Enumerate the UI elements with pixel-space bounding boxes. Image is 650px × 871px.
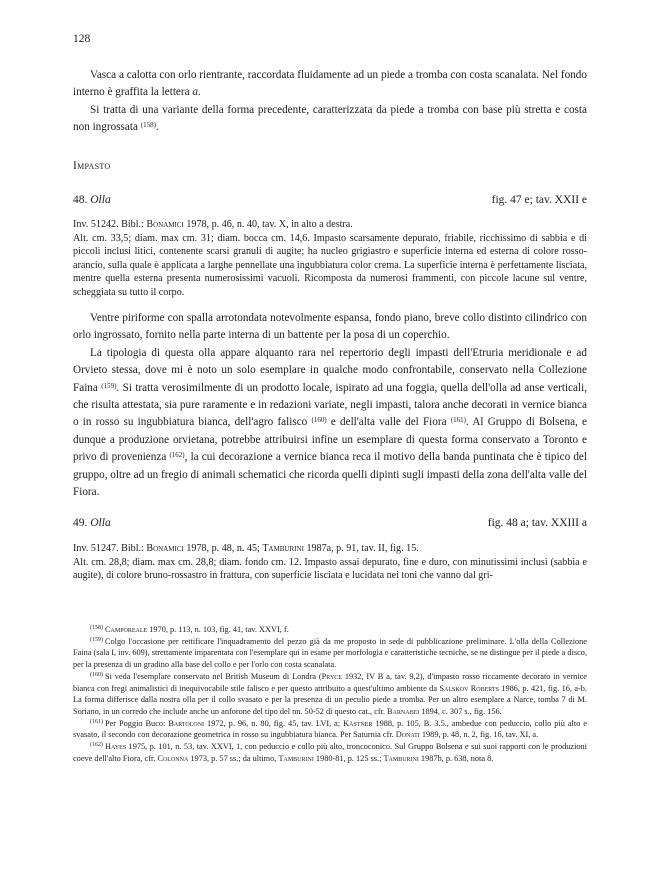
intro-paragraph-1 — [73, 67, 587, 102]
footnote-ref-159[interactable]: (159) — [101, 381, 117, 390]
footnote-162-d: 1987b, p. 638, nota 8. — [418, 753, 494, 763]
intro-p1-letter: a — [192, 86, 198, 99]
intro-p2-end: . — [155, 121, 159, 134]
footnote-159-number: (159) — [90, 637, 103, 644]
footnote-161-author-3: Donati — [395, 730, 420, 740]
entry-48-p2-c: e dell'alta valle del Fiora — [326, 416, 451, 429]
footnote-162-c: 1980-81, p. 125 ss.; — [313, 753, 384, 763]
footnote-ref-160[interactable]: (160) — [311, 416, 327, 425]
entry-49-inv-author-1: Bonamici — [146, 543, 184, 554]
entry-49-fig-ref: fig. 48 a; tav. XXIII a — [487, 517, 587, 529]
entry-48-header — [73, 194, 587, 206]
entry-48-paragraph-1: Ventre piriforme con spalla arrotondata notevolmente espansa, fondo piano, breve collo distinto cilindrico con orlo ingrossato, fornito nella parte interna di un battente per la posa di un coperchio. — [73, 312, 587, 342]
entry-49-title: Olla — [90, 517, 111, 529]
footnote-162-a: 1975, p. 101, n. 53, tav. XXVI, 1, con peduccio e collo più alto, troncoconico. Sul Gruppo Bolsena e sui suoi rapporti con le produzioni coeve dell'alto Fiora, cfr. — [73, 742, 587, 763]
intro-block — [73, 67, 587, 137]
entry-48-p2-e: , la cui decorazione a vernice bianca reca il motivo della banda puntinata che è tipico del gruppo, oltre ad un fregio di animali schematici che ricorda quelli dipinti sugli impasti della zona dell'alta valle del Fiora. — [73, 451, 587, 499]
entry-48-p2-d: . Al Gruppo di Bolsena, e dunque a produzione orvietana, potrebbe attribuirsi infine un esemplare di questa forma conservato a Toronto e privo di provenienza — [73, 416, 587, 464]
entry-48-inv-pre: Inv. 51242. Bibl.: — [73, 219, 147, 230]
footnote-161-number: (161) — [90, 718, 103, 725]
entry-48-inv-post: 1978, p. 46, n. 40, tav. X, in alto a destra. — [183, 219, 353, 230]
footnote-158-number: (158) — [90, 625, 103, 632]
footnote-ref-162[interactable]: (162) — [169, 451, 185, 460]
footnote-162-author-3: Tamburini — [278, 753, 314, 763]
footnote-ref-161[interactable]: (161) — [450, 416, 466, 425]
footnote-161-b: 1972, p. 96, n. 80, fig. 45, tav. LVI, a; — [204, 718, 344, 728]
page-number: 128 — [73, 33, 91, 45]
entry-49-description: Alt. cm. 28,8; diam. max cm. 28,8; diam. fondo cm. 12. Impasto assai depurato, fine e duro, con minutissimi inclusi (sabbia e augite), di colore bruno-rossastro in frattura, con superficie lisciata e lucidata nei toni che vanno dal gri- — [73, 556, 587, 582]
entry-49-inv-mid: 1978, p. 48, n. 45; — [183, 543, 263, 554]
footnote-162-number: (162) — [90, 742, 103, 749]
footnote-158-author: Camporeale — [105, 625, 148, 634]
footnote-160 — [73, 671, 587, 718]
footnote-158-text: 1970, p. 113, n. 103, fig. 41, tav. XXVI, f. — [147, 625, 289, 634]
entry-48-paragraph-2 — [73, 345, 587, 502]
entry-48-description: Alt. cm. 33,5; diam. max cm. 31; diam. bocca cm. 14,6. Impasto scarsamente depurato, friabile, ricchissimo di sabbia e di piccoli inclusi litici, contenente scarsi granuli di augite; ha nucleo grigiastro e superficie interna ed esterna di colore rosso-arancio, sulla quale è applicata a larghe pennellate una ingubbiatura color crema. La superficie interna è perfettamente lisciata, mentre quella esterna presenta numerosissimi vacuoli. Ricomposta da numerosi frammenti, con piccole lacune sul ventre, scheggiata su tutto il corpo. — [73, 232, 587, 298]
entry-48-title: Olla — [90, 194, 111, 206]
footnote-161-a: Per Poggio Buco: — [105, 718, 169, 728]
entry-49-header — [73, 517, 587, 529]
footnote-160-author-2: Salskov Roberts — [439, 683, 499, 693]
intro-paragraph-2 — [73, 102, 587, 137]
footnote-ref-158[interactable]: (158) — [140, 121, 156, 130]
entry-49-inv-pre: Inv. 51247. Bibl.: — [73, 543, 147, 554]
entry-49-catalog — [73, 542, 587, 583]
footnote-161-author-2: Kästner — [343, 718, 373, 728]
footnote-160-d: 1894, c. 307 s., fig. 156. — [419, 706, 502, 716]
entry-48-fig-ref: fig. 47 e; tav. XXII e — [491, 194, 587, 206]
entry-49-title-wrap — [73, 517, 111, 529]
section-heading: Impasto — [73, 160, 111, 172]
entry-48-p2-a: La tipologia di questa olla appare alquanto rara nel repertorio degli impasti dell'Etruria meridionale e ad Orvieto stessa, dove mi è noto un solo esemplare in qualche modo confrontabile, conservato nella Collezione Faina — [73, 346, 587, 394]
entry-48-discussion — [73, 310, 587, 501]
intro-p1-end: . — [197, 86, 201, 99]
footnote-161-author-1: Bartoloni — [168, 718, 205, 728]
footnote-162-author-4: Tamburini — [383, 753, 419, 763]
footnote-160-a: Si veda l'esemplare conservato nel British Museum di Londra ( — [105, 671, 322, 681]
footnote-162-author-2: Colonna — [157, 753, 189, 763]
footnote-162 — [73, 741, 587, 764]
footnote-160-author-3: Barnabei — [387, 706, 420, 716]
entry-49-inv — [73, 542, 587, 556]
footnote-160-b: 1932, IV B a, tav. 9,2), d'impasto rosso riccamente decorato in vernice bianca con fregi animalistici di inequivocabile stile falisco e per questo attribuito a quest'ultimo ambiente da — [73, 671, 587, 693]
entry-48-number: 48. — [73, 194, 91, 206]
footnote-160-number: (160) — [90, 672, 103, 679]
entry-48-inv — [73, 218, 587, 232]
footnote-161-c: 1988, p. 105, B. 3.5., ambedue con peduccio, collo più alto e svasato, il secondo con decorazione geometrica in rosso su ingubbiatura bianca. Per Saturnia cfr. — [73, 718, 587, 740]
entry-48-catalog — [73, 218, 587, 300]
footnote-162-b: 1973, p. 57 ss.; da ultimo, — [188, 753, 279, 763]
footnote-160-c: 1986, p. 421, fig. 16, a-b. La forma differisce dalla nostra olla per il collo svasato e per la presenza di un peculio piede a tromba. Per un altro esemplare a Narce, tomba 7 di M. Soriano, in un corredo che include anche un anforone del tipo del nn. 50-52 di questo cat., cfr. — [73, 683, 587, 716]
footnote-160-author-1: Pryce — [321, 671, 342, 681]
footnote-161 — [73, 718, 587, 741]
entry-48-title-wrap — [73, 194, 111, 206]
footnote-161-d: 1989, p. 48, n. 2, fig. 16, tav. XI, a. — [419, 730, 539, 740]
footnote-159 — [73, 636, 587, 671]
intro-p2-text: Si tratta di una variante della forma precedente, caratterizzata da piede a tromba con base più stretta e costa non ingrossata — [73, 103, 587, 134]
entry-48-inv-author: Bonamici — [146, 219, 184, 230]
entry-49-number: 49. — [73, 517, 91, 529]
footnote-158 — [73, 624, 587, 636]
footnotes — [73, 624, 587, 764]
entry-48-p2-b: . Si tratta verosimilmente di un prodotto locale, ispirato ad una foggia, quella dell'olla ad anse verticali, che risulta attestata, sia pure raramente e in redazioni variate, negli impasti, talora anche decorati in vernice bianca o in rosso su ingubbiatura bianca, dell'agro falisco — [73, 381, 587, 429]
intro-p1-text: Vasca a calotta con orlo rientrante, raccordata fluidamente ad un piede a tromba con costa scanalata. Nel fondo interno è graffita la lettera — [73, 69, 587, 99]
entry-49-inv-author-2: Tamburini — [262, 543, 304, 554]
footnote-159-text: Colgo l'occasione per rettificare l'inquadramento del pezzo già da me proposto in sede di pubblicazione preliminare. L'olla della Collezione Faina (sala I, inv. 609), strettamente imparentata con l'esemplare qui in esame per morfologia e caratteristiche tecniche, se ne distingue per il piede a disco, per la presenza di un gradino alla base del collo e per l'orlo con costa scanalata. — [73, 636, 588, 670]
footnote-162-author-1: Hayes — [105, 742, 127, 752]
entry-49-inv-post: 1987a, p. 91, tav. II, fig. 15. — [303, 543, 419, 554]
